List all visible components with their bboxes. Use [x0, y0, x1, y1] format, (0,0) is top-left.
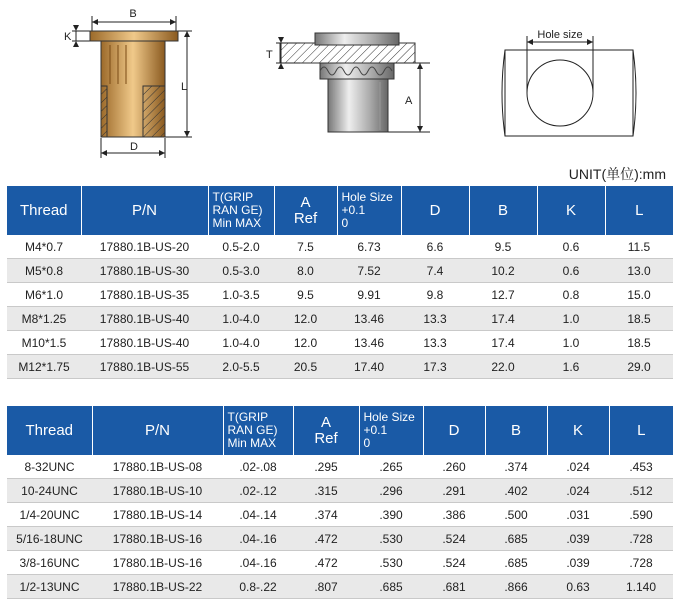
table-cell: .472 [293, 527, 359, 551]
imperial-table-body [7, 455, 673, 599]
table-cell: .500 [485, 503, 547, 527]
col-hole-size [359, 406, 423, 455]
table-cell: M5*0.8 [7, 259, 81, 283]
col-d: D [423, 406, 485, 455]
metric-table-body [7, 235, 673, 379]
table-cell: .039 [547, 551, 609, 575]
technical-diagrams [0, 0, 680, 160]
table-cell: 17880.1B-US-35 [81, 283, 208, 307]
col-grip-line3: Min MAX [212, 216, 262, 230]
col-l: L [609, 406, 673, 455]
table-cell: .728 [609, 527, 673, 551]
table-cell: 17.4 [469, 307, 537, 331]
table-cell: 17880.1B-US-20 [81, 235, 208, 259]
col-grip-line2: RAN GE) [212, 203, 263, 217]
table-cell: 22.0 [469, 355, 537, 379]
imperial-spec-table [7, 406, 673, 599]
col-a-line1: A [300, 193, 311, 211]
table-cell: 11.5 [605, 235, 673, 259]
unit-label: UNIT(单位):mm [568, 166, 666, 182]
table-cell: 1.0-3.5 [208, 283, 274, 307]
table-row [7, 527, 673, 551]
col-a-line2: Ref [293, 209, 318, 227]
table-cell: .039 [547, 527, 609, 551]
table-cell: 20.5 [274, 355, 337, 379]
table-cell: 10.2 [469, 259, 537, 283]
table-row [7, 259, 673, 283]
table-cell: 0.8-.22 [223, 575, 293, 599]
table-cell: 18.5 [605, 307, 673, 331]
table-cell: M10*1.5 [7, 331, 81, 355]
col-grip-range [208, 186, 274, 235]
imperial-header-row [7, 406, 673, 455]
table-cell: 0.5-3.0 [208, 259, 274, 283]
table-cell: 17880.1B-US-22 [92, 575, 223, 599]
col-grip-line2: RAN GE) [227, 423, 278, 437]
metric-header-row [7, 186, 673, 235]
table-cell: .04-.16 [223, 551, 293, 575]
col-hole-line1: Hole Size [341, 190, 393, 204]
table-cell: .02-.12 [223, 479, 293, 503]
table-cell: 8.0 [274, 259, 337, 283]
dim-label-l: L [181, 81, 188, 93]
table-cell: 13.46 [337, 331, 401, 355]
table-cell: 12.0 [274, 307, 337, 331]
col-hole-line1: Hole Size [363, 410, 415, 424]
table-cell: 17880.1B-US-16 [92, 527, 223, 551]
table-cell: .530 [359, 551, 423, 575]
dim-label-t: T [266, 49, 273, 61]
table-cell: .386 [423, 503, 485, 527]
table-cell: 7.4 [401, 259, 469, 283]
table-cell: 12.0 [274, 331, 337, 355]
table-cell: .402 [485, 479, 547, 503]
table-cell: 9.5 [274, 283, 337, 307]
col-a-ref [293, 406, 359, 455]
table-cell: .453 [609, 455, 673, 479]
table-cell: 0.5-2.0 [208, 235, 274, 259]
table-cell: 7.52 [337, 259, 401, 283]
table-row [7, 551, 673, 575]
table-cell: 17880.1B-US-55 [81, 355, 208, 379]
table-cell: 1/4-20UNC [7, 503, 92, 527]
table-cell: .807 [293, 575, 359, 599]
table-cell: 0.6 [537, 235, 605, 259]
table-cell: .866 [485, 575, 547, 599]
table-cell: M6*1.0 [7, 283, 81, 307]
table-cell: 9.91 [337, 283, 401, 307]
table-cell: .296 [359, 479, 423, 503]
table-cell: 2.0-5.5 [208, 355, 274, 379]
table-row [7, 355, 673, 379]
table-cell: 13.3 [401, 307, 469, 331]
table-cell: .265 [359, 455, 423, 479]
table-cell: .04-.14 [223, 503, 293, 527]
table-cell: 29.0 [605, 355, 673, 379]
table-row [7, 575, 673, 599]
table-cell: 9.8 [401, 283, 469, 307]
col-l: L [605, 186, 673, 235]
table-cell: .024 [547, 479, 609, 503]
table-cell: 17880.1B-US-10 [92, 479, 223, 503]
table-cell: .374 [485, 455, 547, 479]
table-cell: 5/16-18UNC [7, 527, 92, 551]
table-cell: .530 [359, 527, 423, 551]
col-b: B [485, 406, 547, 455]
table-cell: .681 [423, 575, 485, 599]
table-cell: 1.0 [537, 307, 605, 331]
col-hole-line2: +0.1 [341, 203, 366, 217]
table-row [7, 503, 673, 527]
dim-label-a: A [405, 95, 413, 107]
col-grip-line3: Min MAX [227, 436, 277, 450]
col-pn: P/N [81, 186, 208, 235]
table-cell: 13.3 [401, 331, 469, 355]
table-cell: .374 [293, 503, 359, 527]
table-cell: 17880.1B-US-40 [81, 307, 208, 331]
table-cell: .685 [359, 575, 423, 599]
table-cell: 1.140 [609, 575, 673, 599]
table-row [7, 331, 673, 355]
table-cell: .685 [485, 551, 547, 575]
table-cell: 17.4 [469, 331, 537, 355]
col-hole-size [337, 186, 401, 235]
table-cell: 7.5 [274, 235, 337, 259]
table-cell: 17880.1B-US-16 [92, 551, 223, 575]
table-cell: 13.46 [337, 307, 401, 331]
col-k: K [537, 186, 605, 235]
table-cell: .512 [609, 479, 673, 503]
table-cell: 6.6 [401, 235, 469, 259]
dim-label-d: D [130, 141, 138, 153]
col-b: B [469, 186, 537, 235]
table-row [7, 283, 673, 307]
table-row [7, 307, 673, 331]
table-row [7, 479, 673, 503]
table-cell: 0.8 [537, 283, 605, 307]
dim-label-k: K [64, 31, 72, 43]
col-grip-line1: T(GRIP [227, 410, 269, 424]
table-cell: .260 [423, 455, 485, 479]
table-cell: 0.63 [547, 575, 609, 599]
table-cell: M4*0.7 [7, 235, 81, 259]
table-cell: .02-.08 [223, 455, 293, 479]
table-cell: 9.5 [469, 235, 537, 259]
table-cell: 3/8-16UNC [7, 551, 92, 575]
table-cell: .315 [293, 479, 359, 503]
table-cell: 1.0-4.0 [208, 307, 274, 331]
col-k: K [547, 406, 609, 455]
table-cell: 12.7 [469, 283, 537, 307]
table-cell: .04-.16 [223, 527, 293, 551]
table-cell: 17.40 [337, 355, 401, 379]
table-cell: .291 [423, 479, 485, 503]
table-cell: 0.6 [537, 259, 605, 283]
table-cell: 1.0 [537, 331, 605, 355]
col-a-line2: Ref [314, 429, 338, 447]
table-cell: 17880.1B-US-08 [92, 455, 223, 479]
table-cell: .524 [423, 551, 485, 575]
col-grip-line1: T(GRIP [212, 190, 254, 204]
table-cell: 18.5 [605, 331, 673, 355]
table-row [7, 455, 673, 479]
table-cell: .024 [547, 455, 609, 479]
col-d: D [401, 186, 469, 235]
col-hole-line2: +0.1 [363, 423, 388, 437]
col-pn: P/N [92, 406, 223, 455]
table-cell: M12*1.75 [7, 355, 81, 379]
col-hole-line3: 0 [363, 436, 371, 450]
col-hole-line3: 0 [341, 216, 349, 230]
table-cell: 6.73 [337, 235, 401, 259]
table-cell: .390 [359, 503, 423, 527]
table-cell: .295 [293, 455, 359, 479]
table-cell: 1.6 [537, 355, 605, 379]
table-cell: M8*1.25 [7, 307, 81, 331]
table-cell: 17880.1B-US-40 [81, 331, 208, 355]
col-a-ref [274, 186, 337, 235]
col-grip-range [223, 406, 293, 455]
table-cell: 8-32UNC [7, 455, 92, 479]
table-cell: 13.0 [605, 259, 673, 283]
table-cell: .472 [293, 551, 359, 575]
table-cell: 1.0-4.0 [208, 331, 274, 355]
table-cell: .590 [609, 503, 673, 527]
installed-rivet-nut-drawing [266, 33, 430, 132]
col-thread: Thread [7, 406, 92, 455]
table-cell: 17880.1B-US-14 [92, 503, 223, 527]
table-cell: 15.0 [605, 283, 673, 307]
table-cell: .685 [485, 527, 547, 551]
table-cell: .728 [609, 551, 673, 575]
table-cell: 1/2-13UNC [7, 575, 92, 599]
col-a-line1: A [320, 413, 331, 431]
dim-label-b: B [129, 8, 137, 20]
table-row [7, 235, 673, 259]
hole-size-drawing [502, 29, 636, 136]
col-thread: Thread [7, 186, 81, 235]
table-cell: 10-24UNC [7, 479, 92, 503]
table-cell: 17.3 [401, 355, 469, 379]
metric-spec-table [7, 186, 673, 379]
dim-label-hole-size: Hole size [537, 29, 583, 41]
table-cell: .524 [423, 527, 485, 551]
rivet-nut-dimension-drawing [64, 8, 192, 158]
table-cell: 17880.1B-US-30 [81, 259, 208, 283]
table-cell: .031 [547, 503, 609, 527]
